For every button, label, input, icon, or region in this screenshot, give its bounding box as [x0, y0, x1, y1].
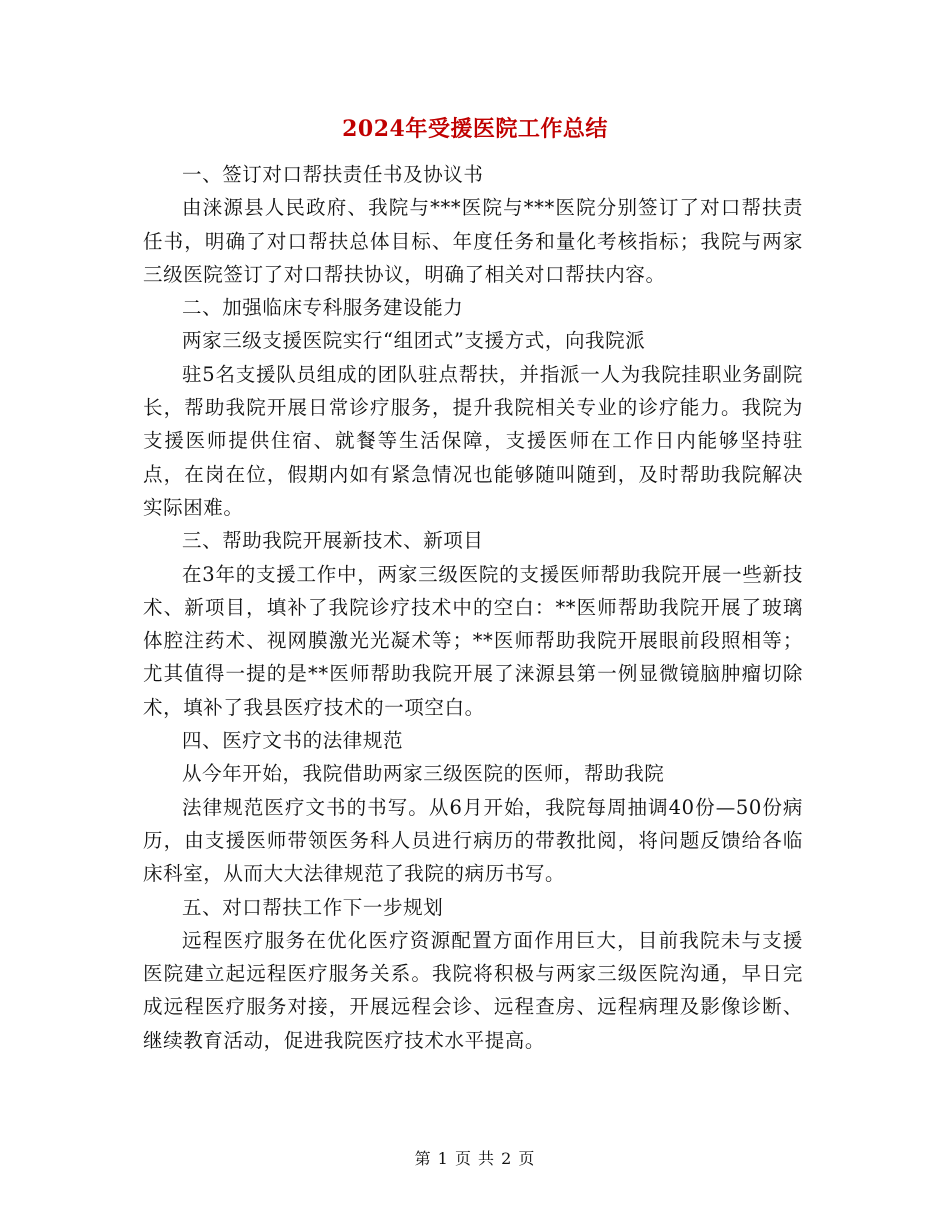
- paragraph: 由涞源县人民政府、我院与***医院与***医院分别签订了对口帮扶责任书，明确了对口帮扶总体目标、年度任务和量化考核指标；我院与两家三级医院签订了对口帮扶协议，明确了相关对口帮扶内容。: [143, 196, 803, 286]
- section-heading-2: 二、加强临床专科服务建设能力: [182, 296, 464, 320]
- paragraph: 在3年的支援工作中，两家三级医院的支援医师帮助我院开展一些新技术、新项目，填补了我院诊疗技术中的空白：**医师帮助我院开展了玻璃体腔注药术、视网膜激光光凝术等；**医师帮助我院开展眼前段照相等；尤其值得一提的是**医师帮助我院开展了涞源县第一例显微镜脑肿瘤切除术，填补了我县医疗技术的一项空白。: [143, 562, 803, 719]
- paragraph: 远程医疗服务在优化医疗资源配置方面作用巨大，目前我院未与支援医院建立起远程医疗服务关系。我院将积极与两家三级医院沟通，早日完成远程医疗服务对接，开展远程会诊、远程查房、远程病理及影像诊断、继续教育活动，促进我院医疗技术水平提高。: [143, 928, 803, 1052]
- paragraph: 两家三级支援医院实行“组团式”支援方式，向我院派: [182, 329, 646, 353]
- section-heading-4: 四、医疗文书的法律规范: [182, 729, 404, 753]
- section-heading-1: 一、签订对口帮扶责任书及协议书: [182, 163, 484, 186]
- document-title: 2024年受援医院工作总结: [342, 116, 608, 142]
- section-heading-3: 三、帮助我院开展新技术、新项目: [182, 529, 484, 553]
- section-heading-5: 五、对口帮扶工作下一步规划: [182, 895, 444, 919]
- paragraph: 从今年开始，我院借助两家三级医院的医师，帮助我院: [182, 762, 665, 786]
- document-body: [143, 158, 803, 1057]
- paragraph: 驻5名支援队员组成的团队驻点帮扶，并指派一人为我院挂职业务副院长，帮助我院开展日常诊疗服务，提升我院相关专业的诊疗能力。我院为支援医师提供住宿、就餐等生活保障，支援医师在工作日内能够坚持驻点，在岗在位，假期内如有紧急情况也能够随叫随到，及时帮助我院解决实际困难。: [143, 362, 803, 519]
- paragraph: 法律规范医疗文书的书写。从6月开始，我院每周抽调40份—50份病历，由支援医师带领医务科人员进行病历的带教批阅，将问题反馈给各临床科室，从而大大法律规范了我院的病历书写。: [143, 795, 803, 886]
- page-number-footer: 第 1 页 共 2 页: [414, 1149, 536, 1168]
